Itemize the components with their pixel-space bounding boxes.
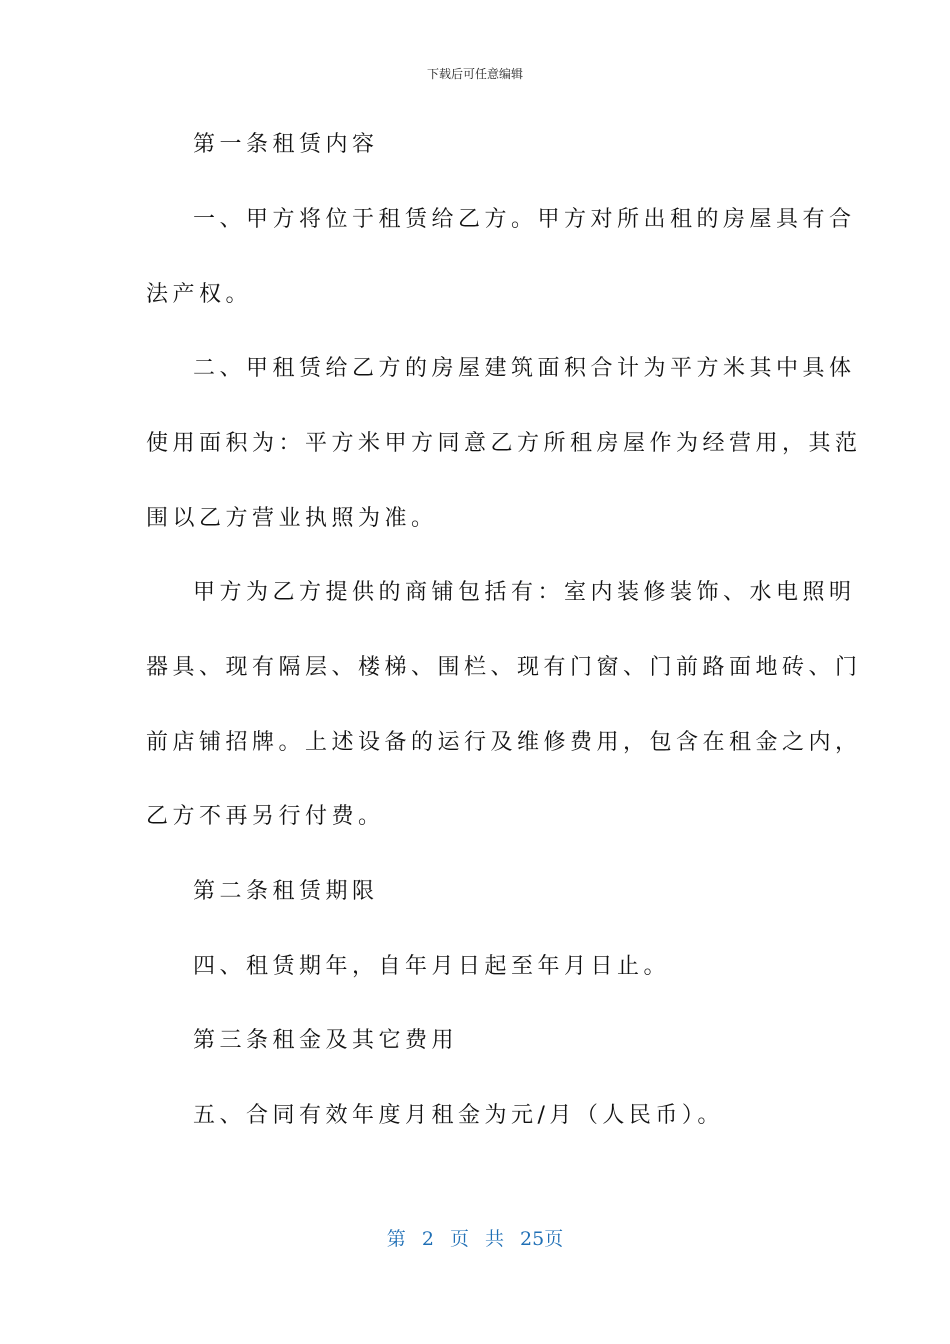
paragraph-line: 四、租赁期年，自年月日起至年月日止。 [193,954,671,979]
paragraph-line: 二、甲租赁给乙方的房屋建筑面积合计为平方米其中具体 [193,356,856,381]
paragraph-line: 乙方不再另行付费。 [146,804,385,829]
paragraph-line: 使用面积为：平方米甲方同意乙方所租房屋作为经营用，其范 [146,431,862,456]
paragraph-line: 围以乙方营业执照为准。 [146,506,438,531]
page-header: 下载后可任意编辑 [426,67,523,81]
paragraph-line: 甲方为乙方提供的商铺包括有：室内装修装饰、水电照明 [193,580,856,605]
heading-article-3: 第三条租金及其它费用 [193,1028,459,1053]
paragraph-line: 五、合同有效年度月租金为元/月（人民币）。 [193,1103,724,1128]
paragraph-line: 器具、现有隔层、楼梯、围栏、现有门窗、门前路面地砖、门 [146,655,862,680]
paragraph-line: 法产权。 [146,282,253,307]
heading-article-2: 第二条租赁期限 [193,879,379,904]
heading-article-1: 第一条租赁内容 [193,132,379,157]
paragraph-line: 一、甲方将位于租赁给乙方。甲方对所出租的房屋具有合 [193,207,856,232]
paragraph-line: 前店铺招牌。上述设备的运行及维修费用，包含在租金之内， [146,730,862,755]
page-footer: 第 2 页 共 25页 [386,1228,564,1250]
